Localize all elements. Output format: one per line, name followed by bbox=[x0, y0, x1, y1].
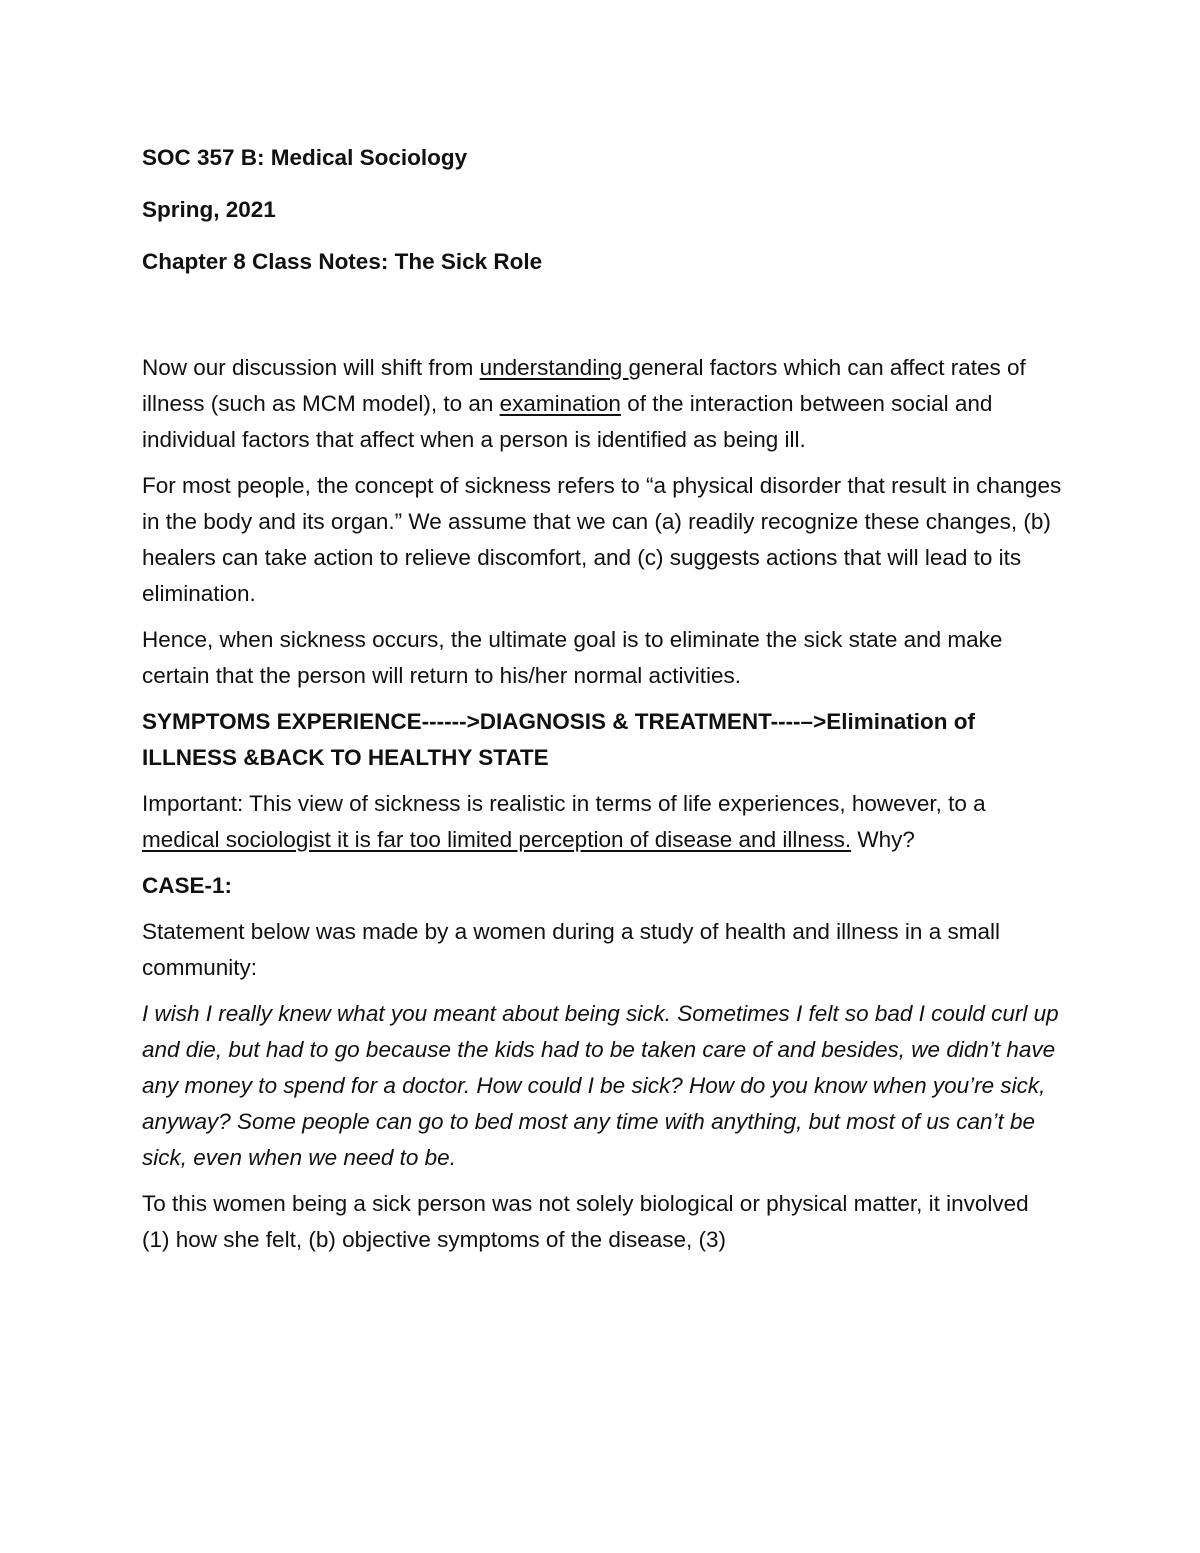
case-quote: I wish I really knew what you meant about being sick. Sometimes I felt so bad I could curl up and die, but had to go because the kids had to be taken care of and besides, we didn’t have any money to spend for a doctor. How could I be sick? How do you know when you’re sick, anyway? Some people can go to bed most any time with anything, but most of us can’t be sick, even when we need to be. bbox=[142, 1001, 1059, 1170]
important-text-b: Why? bbox=[851, 827, 915, 852]
chapter-title: Chapter 8 Class Notes: The Sick Role bbox=[142, 249, 543, 274]
important-text-a: Important: This view of sickness is realistic in terms of life experiences, however, to a bbox=[142, 791, 986, 816]
document-page bbox=[142, 140, 1062, 1258]
term-label: Spring, 2021 bbox=[142, 197, 276, 222]
important-underline: medical sociologist it is far too limited perception of disease and illness. bbox=[142, 827, 852, 852]
case-title: CASE-1: bbox=[142, 873, 233, 898]
sickness-concept-paragraph: For most people, the concept of sickness refers to “a physical disorder that result in changes in the body and its organ.” We assume that we can (a) readily recognize these changes, (b) healers can take action to relieve discomfort, and (c) suggests actions that will lead to its elimination. bbox=[142, 473, 1062, 606]
intro-paragraph bbox=[142, 350, 1062, 458]
important-paragraph bbox=[142, 786, 1062, 858]
course-title: SOC 357 B: Medical Sociology bbox=[142, 145, 468, 170]
illness-flow-statement: SYMPTOMS EXPERIENCE------>DIAGNOSIS & TREATMENT----–>Elimination of ILLNESS &BACK TO HEALTHY STATE bbox=[142, 709, 975, 770]
sickness-goal-paragraph: Hence, when sickness occurs, the ultimate goal is to eliminate the sick state and make certain that the person will return to his/her normal activities. bbox=[142, 627, 1003, 688]
intro-underline-examination: examination bbox=[499, 391, 621, 416]
intro-text-b: eneral factors which can affect rates of illness (such as MCM model), to an bbox=[142, 355, 1026, 416]
closing-paragraph: To this women being a sick person was not solely biological or physical matter, it involved (1) how she felt, (b) objective symptoms of the disease, (3) bbox=[142, 1191, 1029, 1252]
intro-underline-understanding: understanding g bbox=[479, 355, 641, 380]
intro-text-c: of the interaction between social and individual factors that affect when a person is identified as being ill. bbox=[142, 391, 993, 452]
intro-text-a: Now our discussion will shift from bbox=[142, 355, 480, 380]
case-intro: Statement below was made by a women during a study of health and illness in a small community: bbox=[142, 919, 1000, 980]
